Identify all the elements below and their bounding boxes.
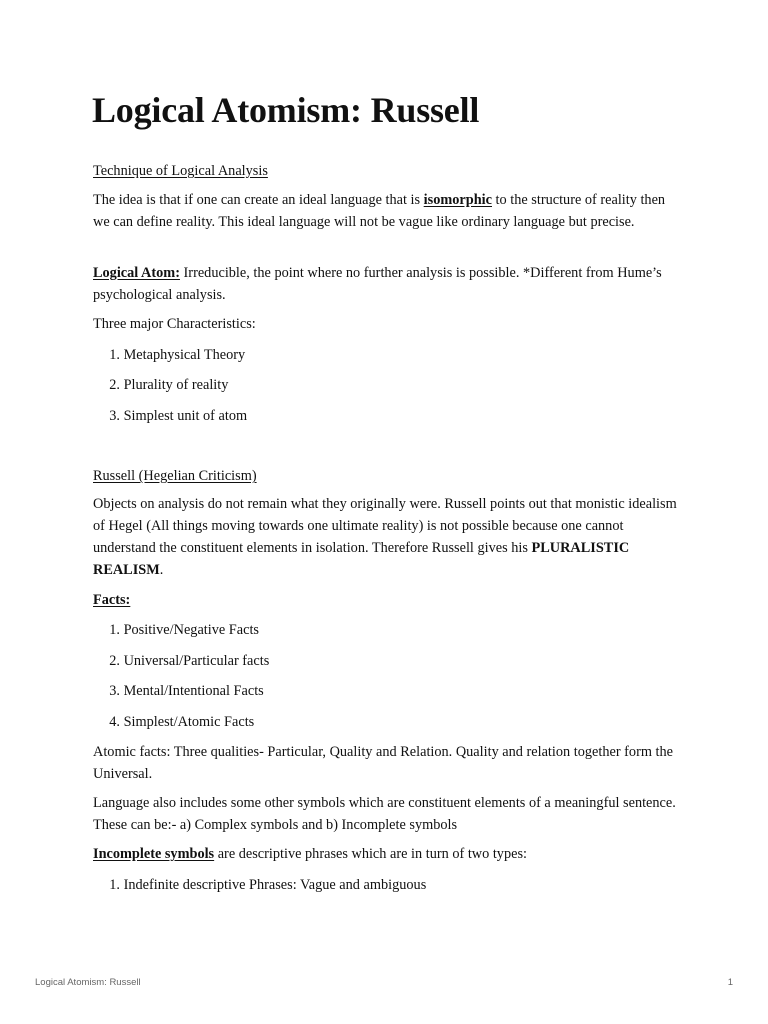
term-incomplete-symbols: Incomplete symbols [93,846,215,862]
list-item [93,711,254,733]
characteristics-intro: Three major Characteristics: [93,316,256,332]
list-number: 2. [109,653,120,669]
term-pluralistic-realism: PLURALISTIC REALISM [93,540,630,578]
list-item [93,374,228,396]
facts-heading-text: Facts: [93,592,131,608]
footer-page-number: 1 [727,977,733,988]
footer-title: Logical Atomism: Russell [35,977,141,988]
term-isomorphic: isomorphic [423,192,492,208]
paragraph-logical-atom [93,262,678,306]
paragraph-atomic-facts: Atomic facts: Three qualities- Particular, Quality and Relation. Quality and relation together form the Universal. [93,744,673,782]
list-item [93,344,245,366]
list-item [93,874,426,896]
list-text: Positive/Negative Facts [123,622,259,638]
list-number: 4. [109,714,120,730]
section-heading-technique [93,160,678,182]
paragraph-incomplete-symbols [93,843,678,865]
paragraph-language-symbols: Language also includes some other symbols which are constituent elements of a meaningful sentence. These can be:- a) Complex symbols and b) Incomplete symbols [93,795,676,833]
page-title: Logical Atomism: Russell [92,90,480,130]
list-number: 3. [109,408,120,424]
paragraph-text: . [159,562,164,578]
paragraph-text: to the structure of reality then we can define reality. This ideal language will not be vague like ordinary language but precise. [93,192,666,230]
list-text: Simplest unit of atom [123,408,248,424]
list-number: 2. [109,377,120,393]
section-heading-hegelian [93,465,678,487]
list-text: Simplest/Atomic Facts [123,714,255,730]
paragraph-text: The idea is that if one can create an ideal language that is [93,192,424,208]
list-number: 3. [109,683,120,699]
list-text: Universal/Particular facts [123,653,270,669]
term-logical-atom: Logical Atom: [93,265,180,281]
facts-heading [93,589,678,611]
paragraph-text: Objects on analysis do not remain what they originally were. Russell points out that monistic idealism of Hegel (All things moving towards one ultimate reality) is not possible because one cannot understand the constituent elements in isolation. Therefore Russell gives his [93,496,677,556]
list-item [93,650,269,672]
list-text: Plurality of reality [123,377,229,393]
list-number: 1. [109,622,120,638]
paragraph-text: Irreducible, the point where no further analysis is possible. *Different from Hume’s psychological analysis. [93,265,662,303]
paragraph-ideal-language [93,189,678,233]
paragraph-hegelian-criticism [93,493,678,581]
list-item [93,619,259,641]
list-item [93,680,264,702]
list-text: Metaphysical Theory [123,347,246,363]
section-heading-text: Russell (Hegelian Criticism) [93,468,257,484]
section-heading-text: Technique of Logical Analysis [93,163,268,179]
list-text: Indefinite descriptive Phrases: Vague and ambiguous [123,877,427,893]
list-number: 1. [109,347,120,363]
paragraph-text: are descriptive phrases which are in turn of two types: [214,846,527,862]
list-number: 1. [109,877,120,893]
list-text: Mental/Intentional Facts [123,683,264,699]
list-item [93,405,247,427]
